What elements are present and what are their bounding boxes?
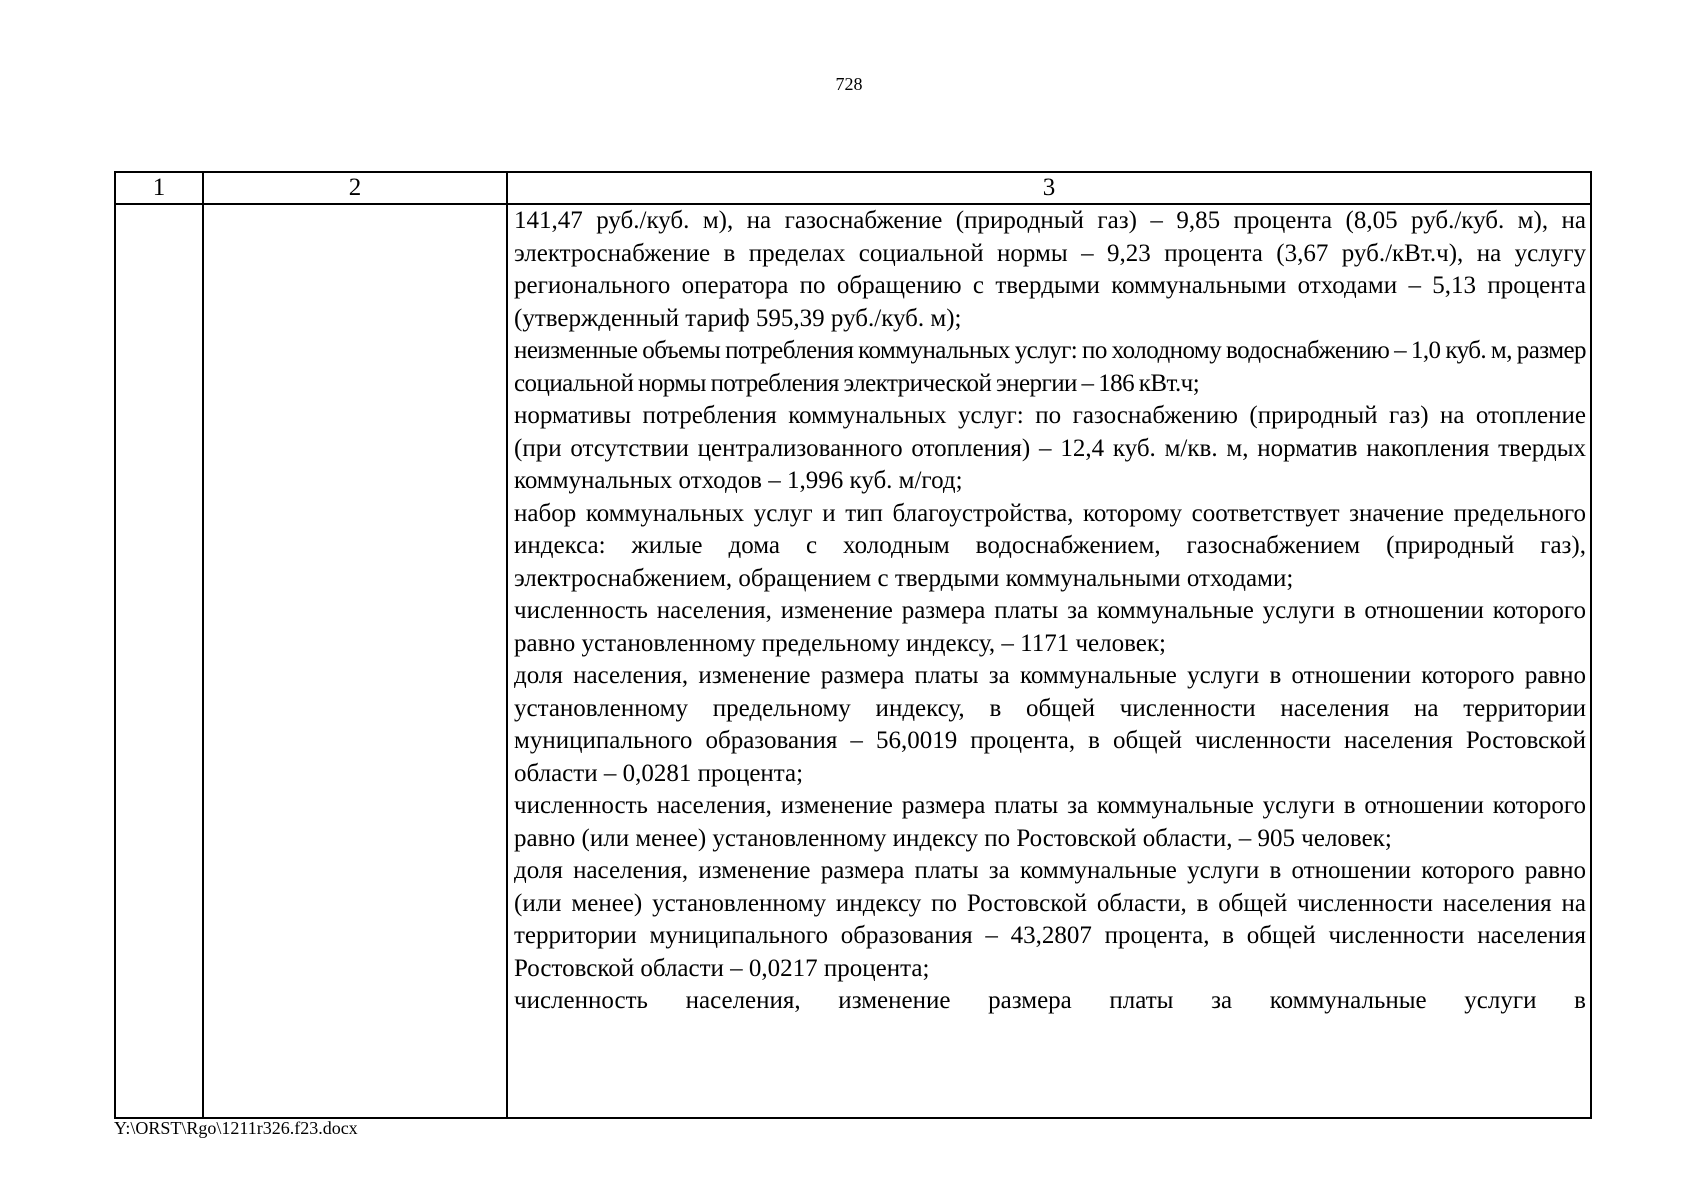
paragraph-service-set: набор коммунальных услуг и тип благоустройства, которому соответствует значение предельного индекса: жилые дома с холодным водоснабжением, газоснабжением (природный газ), электроснабжением, обращением с твердыми коммунальными отходами; (514, 499, 1586, 592)
column-header-1: 1 (115, 172, 203, 204)
cell-column-2 (203, 204, 507, 1118)
paragraph-share-below-index: доля населения, изменение размера платы за коммунальные услуги в отношении которого равно (или менее) установленному индексу по Ростовской области, в общей численности населения на территории муниципального образования – 43,2807 процента, в общей численности населения Ростовской области – 0,0217 процента; (514, 857, 1586, 982)
column-header-3: 3 (507, 172, 1591, 204)
footer-file-path: Y:\ORST\Rgo\1211r326.f23.docx (114, 1118, 358, 1138)
document-table (114, 171, 1592, 1119)
paragraph-tariff-increases: 141,47 руб./куб. м), на газоснабжение (природный газ) – 9,85 процента (8,05 руб./куб. м), на электроснабжение в пределах социальной нормы – 9,23 процента (3,67 руб./кВт.ч), на услугу регионального оператора по обращению с твердыми коммунальными отходами – 5,13 процента (утвержденный тариф 595,39 руб./куб. м); (514, 207, 1586, 332)
paragraph-share-at-index: доля населения, изменение размера платы за коммунальные услуги в отношении которого равно установленному предельному индексу, в общей численности населения на территории муниципального образования – 56,0019 процента, в общей численности населения Ростовской области – 0,0281 процента; (514, 662, 1586, 787)
page-number: 728 (835, 74, 863, 94)
paragraph-consumption-norms: нормативы потребления коммунальных услуг: по газоснабжению (природный газ) на отопление (при отсутствии централизованного отопления) – 12,4 куб. м/кв. м, норматив накопления твердых коммунальных отходов – 1,996 куб. м/год; (514, 402, 1586, 494)
paragraph-population-below-index: численность населения, изменение размера платы за коммунальные услуги в отношении которого равно (или менее) установленному индексу по Ростовской области, – 905 человек; (514, 792, 1586, 852)
paragraph-population-continued: численность населения, изменение размера платы за коммунальные услуги в (514, 987, 1586, 1014)
table-row (115, 204, 1591, 1118)
column-header-2: 2 (203, 172, 507, 204)
cell-column-3 (507, 204, 1591, 1118)
table-header-row (115, 172, 1591, 204)
paragraph-consumption-volumes: неизменные объемы потребления коммунальных услуг: по холодному водоснабжению – 1,0 куб. м, размер социальной нормы потребления электрической энергии – 186 кВт.ч; (514, 337, 1586, 397)
paragraph-population-at-index: численность населения, изменение размера платы за коммунальные услуги в отношении которого равно установленному предельному индексу, – 1171 человек; (514, 597, 1586, 657)
cell-column-1 (115, 204, 203, 1118)
